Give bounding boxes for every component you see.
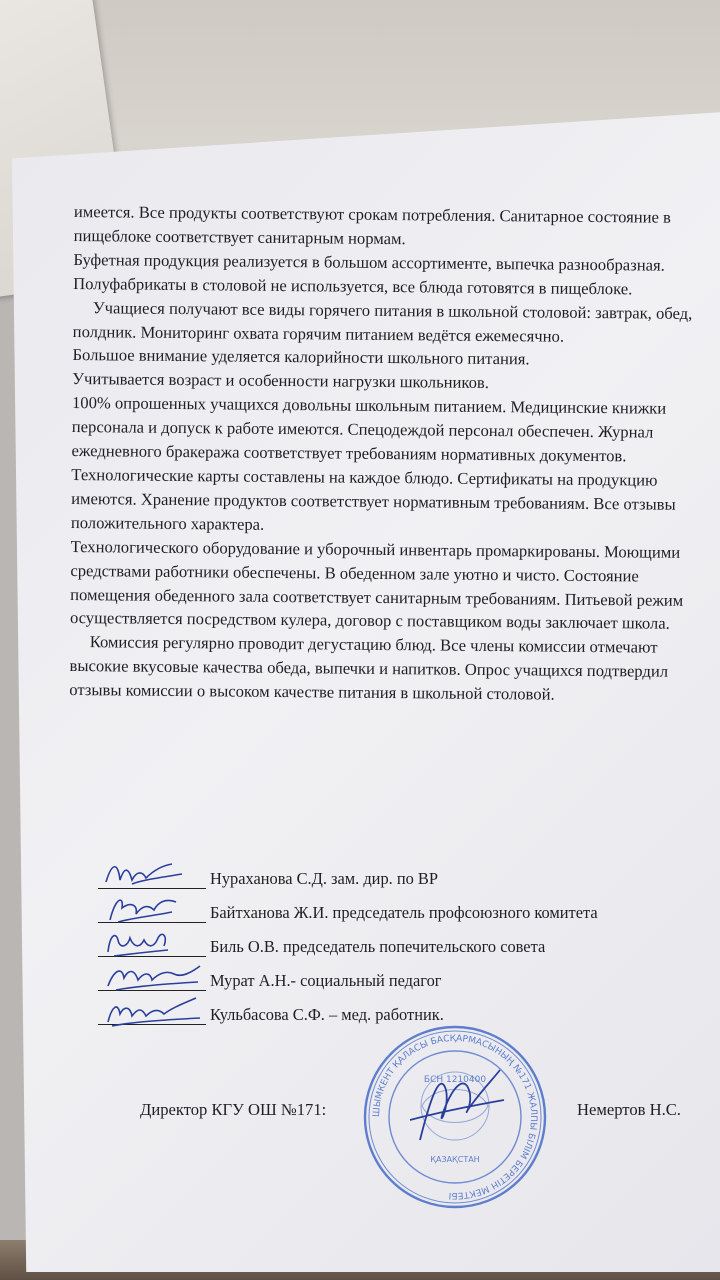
signature-line bbox=[98, 970, 206, 991]
signature-row bbox=[98, 923, 698, 957]
paragraph: имеется. Все продукты соответствуют срокам потребления. Санитарное состояние в пищеблоке соответствует санитарным нормам. bbox=[73, 201, 672, 249]
signatory-name: Биль О.В. председатель попечительского совета bbox=[210, 937, 546, 956]
signature-row bbox=[98, 855, 698, 889]
signature-line bbox=[98, 868, 206, 889]
handwritten-signature-icon bbox=[102, 892, 192, 926]
stamp-center-text: БСН 1210400 bbox=[423, 1075, 487, 1085]
stamp-ring-text: ШЫМКЕНТ ҚАЛАСЫ БАСҚАРМАСЫНЫҢ №171 ЖАЛПЫ БІЛІМ БЕРЕТІН МЕКТЕБІ bbox=[371, 1033, 539, 1201]
paragraph: Комиссия регулярно проводит дегустацию блюд. Все члены комиссии отмечают высокие вкусовые качества обеда, выпечки и напитков. Опрос учащихся подтвердил отзывы комиссии о высоком качестве питания в школьной столовой. bbox=[69, 632, 669, 704]
paragraph: Технологического оборудование и уборочный инвентарь промаркированы. Моющими средствами работники обеспечены. В обеденном зале уютно и чисто. Состояние помещения обеденного зала соответствует санитарным требованиям. Питьевой режим осуществляется посредством кулера, договор с поставщиком воды заключает школа. bbox=[69, 536, 684, 634]
paragraph: Большое внимание уделяется калорийности школьного питания. bbox=[72, 345, 530, 369]
director-label: Директор КГУ ОШ №171: bbox=[140, 1100, 327, 1119]
director-signature-icon bbox=[400, 1060, 510, 1150]
signatures-block bbox=[98, 855, 698, 1025]
paragraph: 100% опрошенных учащихся довольны школьным питанием. Медицинские книжки персонала и допуск к работе имеются. Спецодеждой персонал обеспечен. Журнал ежедневного бракеража соответствует требованиям нормативных документов. bbox=[71, 393, 667, 466]
signature-line bbox=[98, 936, 206, 957]
signature-row bbox=[98, 991, 698, 1025]
director-name: Немертов Н.С. bbox=[577, 1100, 681, 1119]
signatory-name: Байтханова Ж.И. председатель профсоюзного комитета bbox=[210, 903, 598, 922]
stamp-country-text: ҚАЗАҚСТАН bbox=[430, 1155, 480, 1164]
paragraph: Учитывается возраст и особенности нагрузки школьников. bbox=[72, 369, 490, 393]
signature-row bbox=[98, 957, 698, 991]
handwritten-signature-icon bbox=[102, 994, 206, 1028]
paragraph: Учащиеся получают все виды горячего питания в школьной столовой: завтрак, обед, полдник. Мониторинг охвата горячим питанием ведётся ежемесячно. bbox=[72, 297, 693, 346]
handwritten-signature-icon bbox=[102, 926, 192, 960]
paragraph: Технологические карты составлены на каждое блюдо. Сертификаты на продукцию имеются. Хранение продуктов соответствует нормативным требованиям. Все отзывы положительного характера. bbox=[70, 464, 676, 534]
handwritten-signature-icon bbox=[102, 858, 192, 892]
paragraph: Буфетная продукция реализуется в большом ассортименте, выпечка разнообразная. Полуфабрикаты в столовой не используется, все блюда готовятся в пищеблоке. bbox=[73, 249, 665, 299]
handwritten-signature-icon bbox=[102, 960, 206, 994]
signature-line bbox=[98, 1004, 206, 1025]
signature-line bbox=[98, 902, 206, 923]
document-body bbox=[69, 200, 704, 708]
signatory-name: Кульбасова С.Ф. – мед. работник. bbox=[210, 1005, 444, 1024]
signature-row bbox=[98, 889, 698, 923]
signatory-name: Мурат А.Н.- социальный педагог bbox=[210, 971, 442, 990]
signatory-name: Нураханова С.Д. зам. дир. по ВР bbox=[210, 869, 438, 888]
